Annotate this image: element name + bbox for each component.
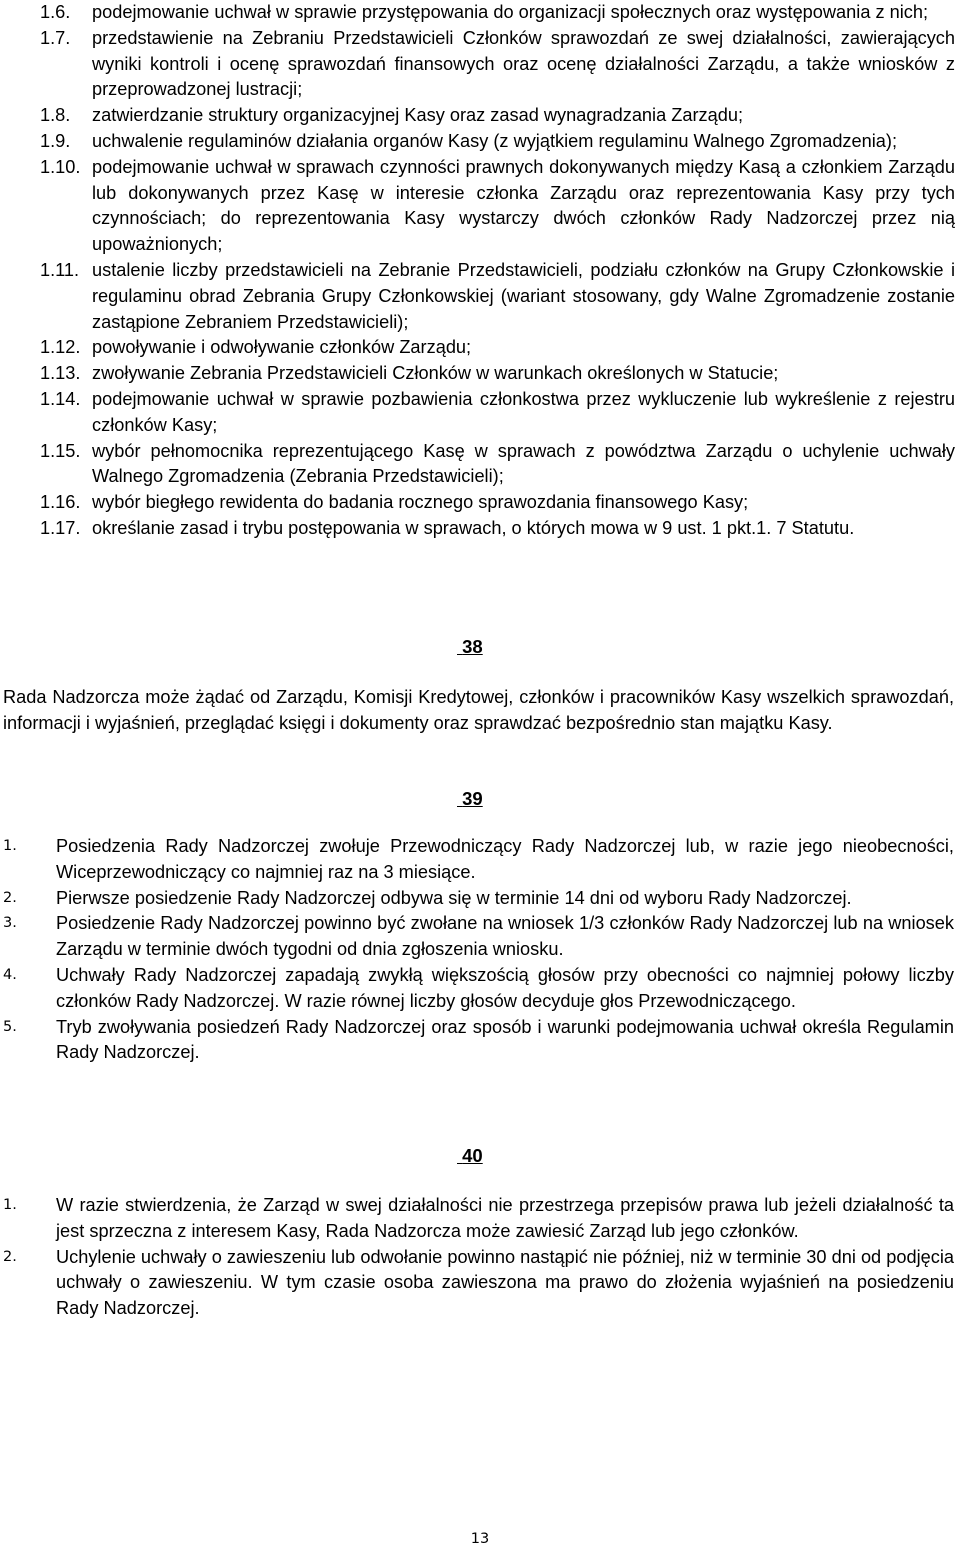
list-item	[40, 129, 955, 155]
list-item	[40, 155, 955, 258]
list-item	[3, 834, 954, 886]
item-number: 1.17.	[40, 517, 81, 538]
section-heading-40	[457, 1143, 483, 1169]
item-text: podejmowanie uchwał w sprawie pozbawienia członkostwa przez wykluczenie lub wykreślenie z rejestru członków Kasy;	[92, 388, 955, 435]
item-text: Tryb zwoływania posiedzeń Rady Nadzorczej oraz sposób i warunki podejmowania uchwał określa Regulamin Rady Nadzorczej.	[56, 1016, 954, 1063]
section-heading-38	[457, 634, 483, 660]
item-text: wybór biegłego rewidenta do badania rocznego sprawozdania finansowego Kasy;	[92, 492, 749, 513]
section-number: 40	[462, 1145, 483, 1166]
list-item	[40, 439, 955, 491]
item-number: 1.6.	[40, 2, 71, 22]
list-item	[3, 963, 954, 1015]
item-number: 1.12.	[40, 337, 81, 358]
item-number: 2.	[3, 1248, 17, 1265]
section-number: 38	[462, 636, 483, 657]
item-number: 1.9.	[40, 130, 71, 151]
list-item	[40, 335, 955, 361]
supervisory-board-duties-list	[40, 0, 955, 542]
item-text: Posiedzenie Rady Nadzorczej powinno być zwołane na wniosek 1/3 członków Rady Nadzorczej lub na wniosek Zarządu w terminie dwóch tygodni od dnia zgłoszenia wniosku.	[56, 913, 954, 960]
item-text: powoływanie i odwoływanie członków Zarządu;	[92, 337, 472, 358]
item-number: 5.	[3, 1018, 17, 1035]
list-item	[40, 361, 955, 387]
item-text: zwoływanie Zebrania Przedstawicieli Członków w warunkach określonych w Statucie;	[92, 363, 779, 384]
list-item	[3, 1245, 954, 1322]
item-number: 1.15.	[40, 440, 81, 461]
item-number: 1.13.	[40, 363, 81, 384]
item-text: przedstawienie na Zebraniu Przedstawicieli Członków sprawozdań ze swej działalności, zawierających wyniki kontroli i ocenę sprawozdań finansowych oraz ocenę działalności Zarządu, a także wniosków z przeprowadzonej lustracji;	[92, 27, 955, 100]
item-text: Uchylenie uchwały o zawieszeniu lub odwołanie powinno nastąpić nie później, niż w terminie 30 dni od podjęcia uchwały o zawieszeniu. W tym czasie osoba zawieszona ma prawo do złożenia wyjaśnień na posiedzeniu Rady Nadzorczej.	[56, 1246, 954, 1319]
item-text: W razie stwierdzenia, że Zarząd w swej działalności nie przestrzega przepisów prawa lub jeżeli działalność ta jest sprzeczna z interesem Kasy, Rada Nadzorcza może zawiesić Zarząd lub jego członków.	[56, 1195, 954, 1241]
item-text: Pierwsze posiedzenie Rady Nadzorczej odbywa się w terminie 14 dni od wyboru Rady Nadzorczej.	[56, 887, 852, 908]
item-number: 2.	[3, 889, 17, 906]
list-item	[40, 0, 955, 26]
section-number: 39	[462, 788, 483, 809]
list-item	[40, 387, 955, 439]
item-text: podejmowanie uchwał w sprawie przystępowania do organizacji społecznych oraz występowania z nich;	[92, 2, 929, 22]
item-text: podejmowanie uchwał w sprawach czynności prawnych dokonywanych między Kasą a członkiem Zarządu lub dokonywanych przez Kasę w interesie członka Zarządu oraz reprezentowania Kasy przy tych czynnościach; do reprezentowania Kasy wystarczy dwóch członków Rady Nadzorczej przez nią upoważnionych;	[92, 156, 955, 255]
list-item	[40, 516, 955, 542]
section-heading-39	[457, 786, 483, 812]
list-item	[3, 886, 954, 912]
list-item	[40, 258, 955, 335]
list-item	[40, 490, 955, 516]
list-item	[40, 26, 955, 103]
item-text: wybór pełnomocnika reprezentującego Kasę w sprawach z powództwa Zarządu o uchylenie uchwały Walnego Zgromadzenia (Zebrania Przedstawicieli);	[92, 440, 955, 487]
item-text: zatwierdzanie struktury organizacyjnej Kasy oraz zasad wynagradzania Zarządu;	[92, 105, 744, 126]
item-number: 3.	[3, 915, 17, 932]
item-text: określanie zasad i trybu postępowania w sprawach, o których mowa w 9 ust. 1 pkt.1. 7 Statutu.	[92, 517, 855, 538]
section-39-list	[3, 834, 954, 1066]
item-text: ustalenie liczby przedstawicieli na Zebranie Przedstawicieli, podziału członków na Grupy Członkowskie i regulaminu obrad Zebrania Grupy Członkowskiej (wariant stosowany, gdy Walne Zgromadzenie zostanie zastąpione Zebraniem Przedstawicieli);	[92, 259, 955, 332]
item-number: 1.14.	[40, 388, 81, 409]
section-40-list	[3, 1193, 954, 1322]
section-38-paragraph: Rada Nadzorcza może żądać od Zarządu, Komisji Kredytowej, członków i pracowników Kasy wszelkich sprawozdań, informacji i wyjaśnień, przeglądać księgi i dokumenty oraz sprawdzać bezpośrednio stan majątku Kasy.	[3, 687, 954, 733]
list-item	[3, 1015, 954, 1067]
item-number: 1.16.	[40, 492, 81, 513]
item-text: Uchwały Rady Nadzorczej zapadają zwykłą większością głosów przy obecności co najmniej połowy liczby członków Rady Nadzorczej. W razie równej liczby głosów decyduje głos Przewodniczącego.	[56, 964, 954, 1011]
item-number: 1.	[3, 1197, 17, 1213]
item-number: 1.10.	[40, 156, 81, 177]
item-number: 1.11.	[40, 259, 80, 280]
item-text: uchwalenie regulaminów działania organów Kasy (z wyjątkiem regulaminu Walnego Zgromadzenia);	[92, 130, 898, 151]
item-number: 1.	[3, 838, 17, 854]
list-item	[3, 911, 954, 963]
item-number: 1.8.	[40, 105, 71, 126]
list-item	[3, 1193, 954, 1245]
item-number: 1.7.	[40, 27, 71, 48]
page-number: 13	[470, 1531, 490, 1547]
item-number: 4.	[3, 966, 17, 983]
list-item	[40, 103, 955, 129]
item-text: Posiedzenia Rady Nadzorczej zwołuje Przewodniczący Rady Nadzorczej lub, w razie jego nieobecności, Wiceprzewodniczący co najmniej raz na 3 miesiące.	[56, 836, 954, 882]
